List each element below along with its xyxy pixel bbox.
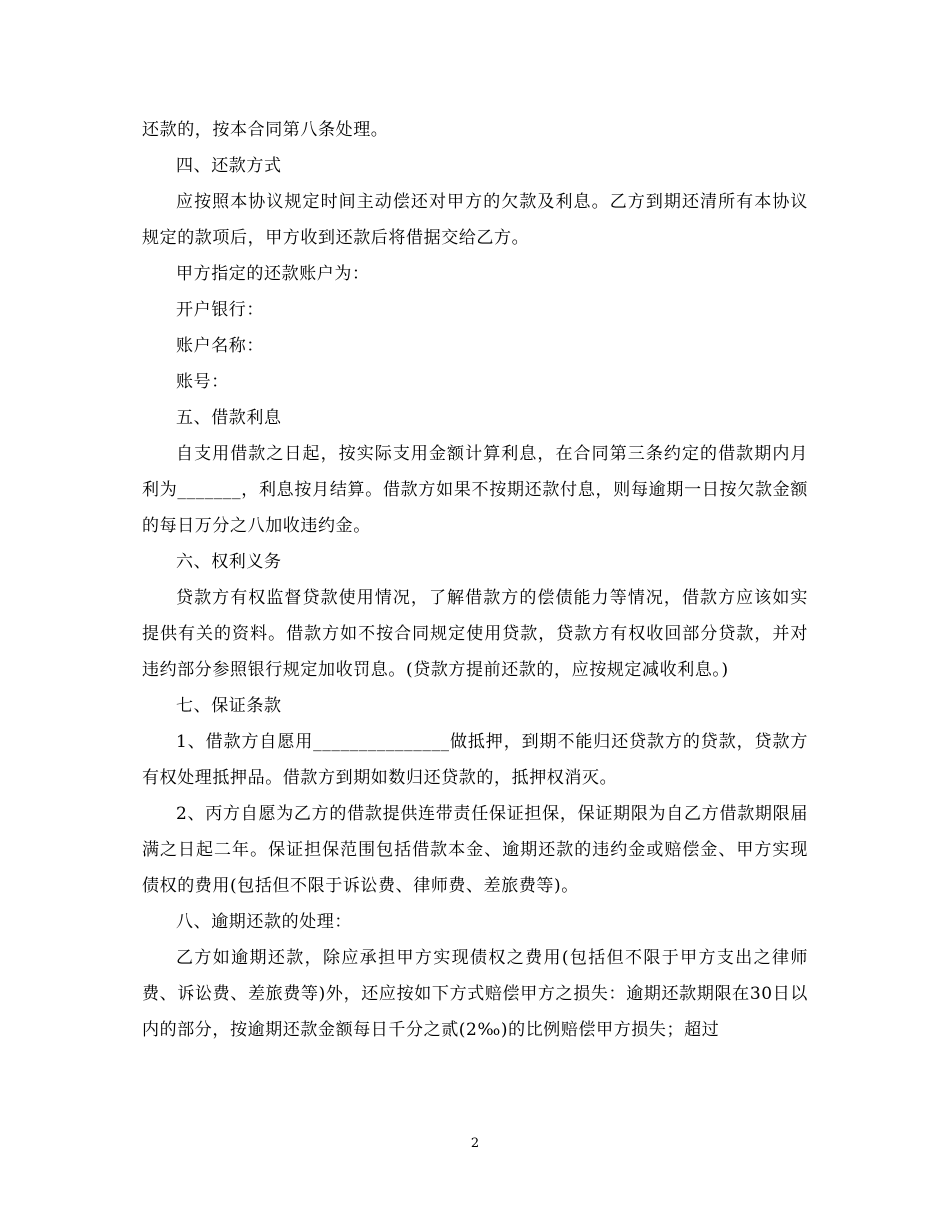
page-number: 2 — [470, 1136, 480, 1151]
paragraph-guarantee-1: 1、借款方自愿用_______________做抵押，到期不能归还贷款方的贷款，贷款方有权处理抵押品。借款方到期如数归还贷款的，抵押权消灭。 — [142, 732, 808, 788]
field-account-number: 账号： — [176, 372, 229, 392]
field-bank: 开户银行： — [176, 300, 264, 320]
section-heading-overdue: 八、逾期还款的处理： — [176, 912, 352, 932]
paragraph-interest-terms: 自支用借款之日起，按实际支用金额计算利息，在合同第三条约定的借款期内月利为_______，利息按月结算。借款方如果不按期还款付息，则每逾期一日按欠款金额的每日万分之八加收违约金。 — [142, 444, 808, 536]
paragraph-rights-obligations: 贷款方有权监督贷款使用情况，了解借款方的偿债能力等情况，借款方应该如实提供有关的资料。借款方如不按合同规定使用贷款，贷款方有权收回部分贷款，并对违约部分参照银行规定加收罚息。(贷款方提前还款的，应按规定减收利息。) — [142, 588, 808, 680]
field-account-name: 账户名称： — [176, 336, 264, 356]
paragraph-guarantee-2: 2、丙方自愿为乙方的借款提供连带责任保证担保，保证期限为自乙方借款期限届满之日起二年。保证担保范围包括借款本金、逾期还款的违约金或赔偿金、甲方实现债权的费用(包括但不限于诉讼费、律师费、差旅费等)。 — [142, 804, 808, 896]
paragraph-repayment-account: 甲方指定的还款账户为： — [176, 264, 370, 284]
section-heading-guarantee: 七、保证条款 — [176, 696, 282, 716]
document-body — [142, 112, 808, 1048]
section-heading-rights-obligations: 六、权利义务 — [176, 552, 282, 572]
section-heading-repayment-method: 四、还款方式 — [176, 156, 282, 176]
section-heading-interest: 五、借款利息 — [176, 408, 282, 428]
paragraph-overdue-terms: 乙方如逾期还款，除应承担甲方实现债权之费用(包括但不限于甲方支出之律师费、诉讼费、差旅费等)外，还应按如下方式赔偿甲方之损失：逾期还款期限在30日以内的部分，按逾期还款金额每日千分之贰(2‰)的比例赔偿甲方损失；超过 — [142, 948, 808, 1040]
paragraph-continuation: 还款的，按本合同第八条处理。 — [142, 120, 389, 140]
paragraph-repayment-terms: 应按照本协议规定时间主动偿还对甲方的欠款及利息。乙方到期还清所有本协议规定的款项后，甲方收到还款后将借据交给乙方。 — [142, 192, 808, 248]
